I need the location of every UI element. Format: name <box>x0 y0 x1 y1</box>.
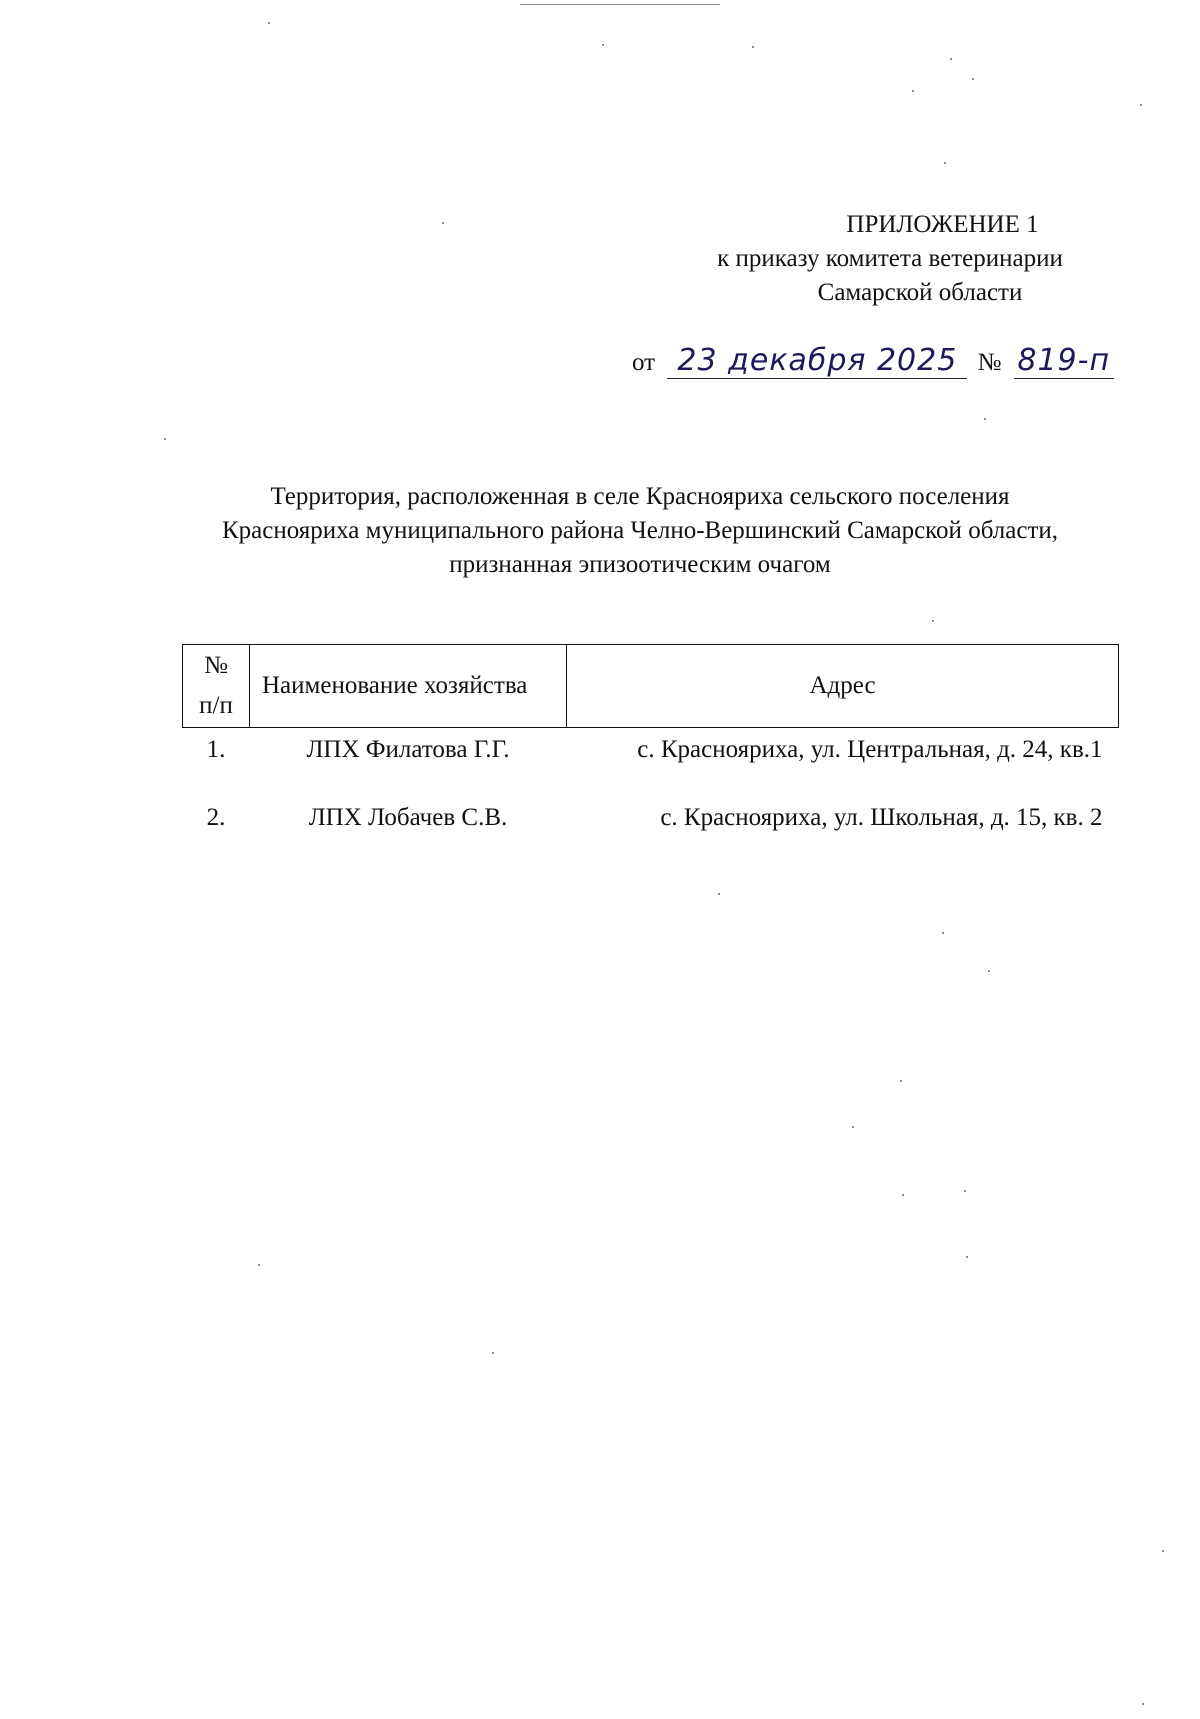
appendix-order-reference: к приказу комитета ветеринарии <box>717 245 1063 272</box>
order-date-handwritten: 23 декабря 2025 <box>667 344 967 379</box>
scan-artifact <box>852 1126 854 1128</box>
scan-artifact <box>902 1194 904 1196</box>
scan-artifact <box>984 418 986 420</box>
scan-artifact <box>942 932 944 934</box>
scan-artifact <box>912 90 914 92</box>
table-row <box>183 796 1119 864</box>
scan-artifact <box>268 22 270 24</box>
row-number: 1. <box>206 736 226 763</box>
row-address: с. Краснояриха, ул. Центральная, д. 24, кв.1 <box>637 736 1103 763</box>
scan-artifact <box>964 1190 966 1192</box>
table-header-row <box>183 645 1119 728</box>
scan-artifact <box>1140 104 1142 106</box>
scan-artifact <box>602 44 604 46</box>
header-number: № п/п <box>183 645 250 728</box>
row-number: 2. <box>206 804 226 831</box>
scan-artifact <box>520 4 720 5</box>
scan-artifact <box>966 1256 968 1258</box>
appendix-title: ПРИЛОЖЕНИЕ 1 <box>846 211 1039 238</box>
holdings-table <box>182 644 1119 864</box>
scan-artifact <box>718 893 720 895</box>
scan-artifact <box>932 620 934 622</box>
order-number-sign: № <box>977 349 1002 376</box>
scan-artifact <box>492 1352 494 1354</box>
scan-artifact <box>988 970 990 972</box>
scan-artifact <box>900 1080 902 1082</box>
order-date-number-line <box>632 344 1114 379</box>
row-holding-name: ЛПХ Лобачев С.В. <box>308 804 508 831</box>
appendix-region: Самарской области <box>817 279 1023 306</box>
row-address: с. Краснояриха, ул. Школьная, д. 15, кв. 2 <box>660 804 1103 831</box>
header-holding-name: Наименование хозяйства <box>250 645 567 728</box>
row-holding-name: ЛПХ Филатова Г.Г. <box>306 736 510 763</box>
scan-artifact <box>442 222 444 224</box>
scan-artifact <box>944 162 946 164</box>
scan-artifact <box>164 438 166 440</box>
order-date-prefix: от <box>632 349 656 376</box>
table-row <box>183 728 1119 797</box>
scan-artifact <box>1142 1703 1144 1705</box>
header-address: Адрес <box>567 645 1119 728</box>
scan-artifact <box>972 78 974 80</box>
order-number-handwritten: 819-п <box>1014 344 1114 379</box>
scan-artifact <box>258 1264 260 1266</box>
scan-artifact <box>752 46 754 48</box>
scan-artifact <box>1162 1550 1164 1552</box>
appendix-header <box>600 208 1110 310</box>
document-heading: Территория, расположенная в селе Краснояриха сельского поселения Краснояриха муниципального района Челно-Вершинский Самарской области, признанная эпизоотическим очагом <box>221 483 1059 578</box>
scan-artifact <box>950 58 952 60</box>
